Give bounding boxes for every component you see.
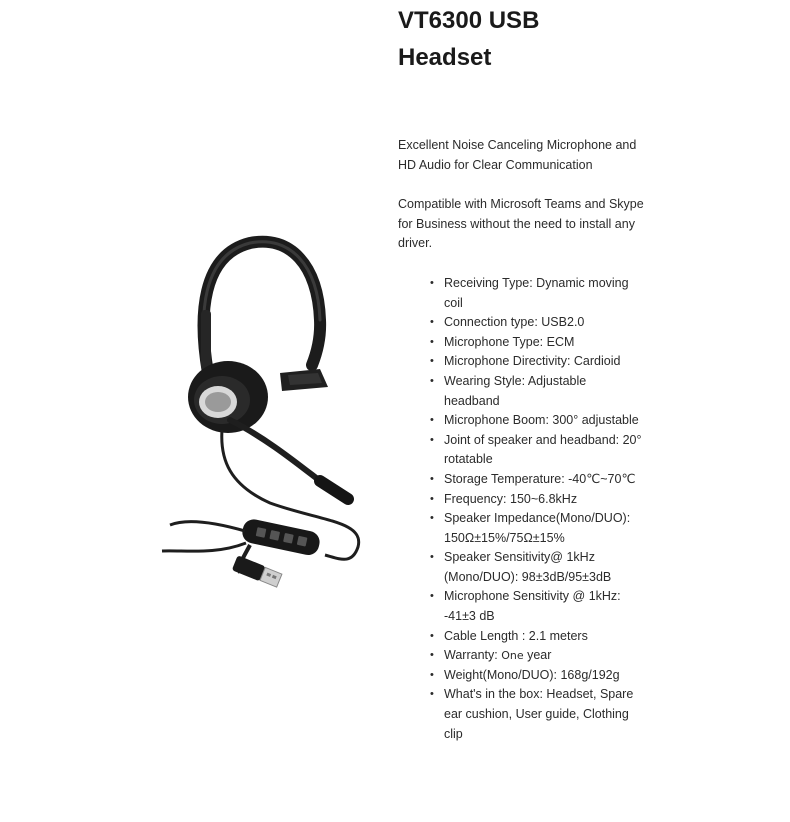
spec-frequency: • Frequency: 150~6.8kHz <box>444 490 644 510</box>
spec-microphone-boom: • Microphone Boom: 300° adjustable <box>444 411 644 431</box>
product-info <box>398 0 648 744</box>
spec-microphone-sensitivity: • Microphone Sensitivity @ 1kHz: -41±3 dB <box>444 587 644 626</box>
headset-icon <box>150 225 380 595</box>
spec-receiving-type: • Receiving Type: Dynamic moving coil <box>444 274 644 313</box>
spec-speaker-sensitivity: • Speaker Sensitivity@ 1kHz (Mono/DUO): 98±3dB/95±3dB <box>444 548 644 587</box>
spec-warranty <box>444 646 644 666</box>
spec-joint: • Joint of speaker and headband: 20° rotatable <box>444 431 644 470</box>
spec-box-contents: • What's in the box: Headset, Spare ear cushion, User guide, Clothing clip <box>444 685 644 744</box>
description-compatibility: Compatible with Microsoft Teams and Skype for Business without the need to install any driver. <box>398 197 644 251</box>
spec-warranty-value: One <box>501 649 524 663</box>
spec-wearing-style: • Wearing Style: Adjustable headband <box>444 372 644 411</box>
product-image <box>150 225 380 595</box>
spec-storage-temperature: • Storage Temperature: -40℃~70℃ <box>444 470 644 490</box>
spec-warranty-prefix: Warranty: <box>444 648 502 663</box>
spec-cable-length: • Cable Length : 2.1 meters <box>444 627 644 647</box>
spec-microphone-type: • Microphone Type: ECM <box>444 333 644 353</box>
spec-list <box>398 274 644 744</box>
spec-warranty-suffix: year <box>523 648 552 663</box>
spec-microphone-directivity: • Microphone Directivity: Cardioid <box>444 352 644 372</box>
spec-weight: • Weight(Mono/DUO): 168g/192g <box>444 666 644 686</box>
description-noise-canceling: Excellent Noise Canceling Microphone and HD Audio for Clear Communication <box>398 138 637 172</box>
spec-connection-type: • Connection type: USB2.0 <box>444 313 644 333</box>
product-title <box>398 0 648 76</box>
spec-speaker-impedance: • Speaker Impedance(Mono/DUO): 150Ω±15%/75Ω±15% <box>444 509 644 548</box>
product-title-line1: VT6300 USB <box>398 7 540 34</box>
product-title-line2: Headset <box>398 44 492 71</box>
